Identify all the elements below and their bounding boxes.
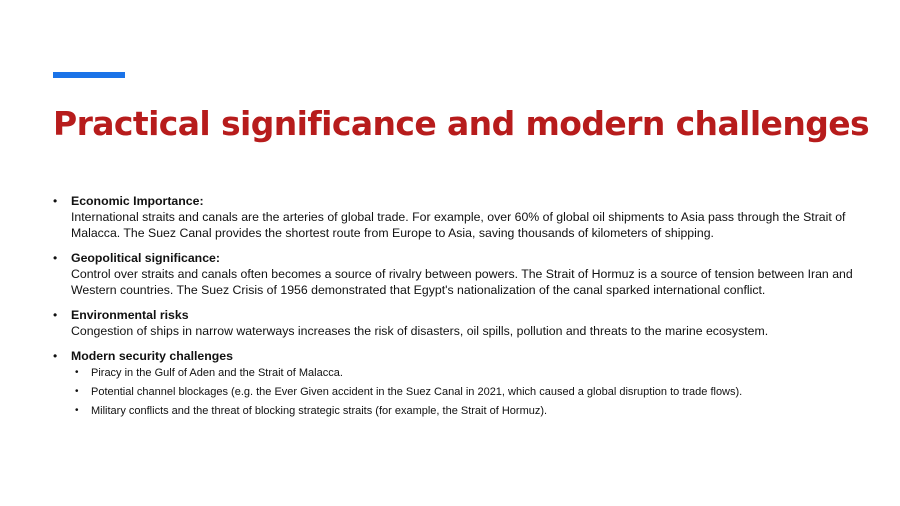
slide-title: Practical significance and modern challenges bbox=[53, 104, 870, 143]
bullet-geopolitical bbox=[53, 250, 853, 298]
sub-bullet-piracy bbox=[71, 366, 853, 380]
sub-bullet-text: Potential channel blockages (e.g. the Ever Given accident in the Suez Canal in 2021, which caused a global disruption to trade flows). bbox=[91, 386, 743, 398]
bullet-heading: Environmental risks bbox=[71, 308, 189, 322]
bullet-dot: • bbox=[53, 349, 58, 363]
sub-bullet-text: Military conflicts and the threat of blocking strategic straits (for example, the Strait of Hormuz). bbox=[91, 405, 548, 417]
bullet-heading: Economic Importance: bbox=[71, 194, 204, 208]
bullet-text: International straits and canals are the arteries of global trade. For example, over 60% of global oil shipments to Asia pass through the Strait of Malacca. The Suez Canal provides the shortest route from Europe to Asia, saving thousands of kilometers of shipping. bbox=[71, 210, 846, 240]
bullet-heading: Modern security challenges bbox=[71, 349, 233, 363]
sub-bullet-military bbox=[71, 404, 853, 418]
bullet-dot: • bbox=[53, 251, 58, 265]
bullet-list bbox=[53, 193, 853, 432]
bullet-dot: • bbox=[53, 194, 58, 208]
bullet-text: Control over straits and canals often becomes a source of rivalry between powers. The Strait of Hormuz is a source of tension between Iran and Western countries. The Suez Crisis of 1956 demonstrated that Egypt's nationalization of the canal sparked international conflict. bbox=[71, 267, 853, 297]
bullet-text: Congestion of ships in narrow waterways increases the risk of disasters, oil spills, pollution and threats to the marine ecosystem. bbox=[71, 324, 769, 338]
sub-bullet-dot: • bbox=[75, 386, 79, 397]
bullet-dot: • bbox=[53, 308, 58, 322]
bullet-economic bbox=[53, 193, 853, 241]
sub-bullet-dot: • bbox=[75, 367, 79, 378]
bullet-security bbox=[53, 348, 853, 423]
security-sublist bbox=[71, 366, 853, 418]
bullet-environmental bbox=[53, 307, 853, 339]
bullet-heading: Geopolitical significance: bbox=[71, 251, 220, 265]
sub-bullet-dot: • bbox=[75, 405, 79, 416]
title-accent-bar bbox=[53, 72, 125, 78]
sub-bullet-blockages bbox=[71, 385, 853, 399]
sub-bullet-text: Piracy in the Gulf of Aden and the Strait of Malacca. bbox=[91, 367, 343, 379]
